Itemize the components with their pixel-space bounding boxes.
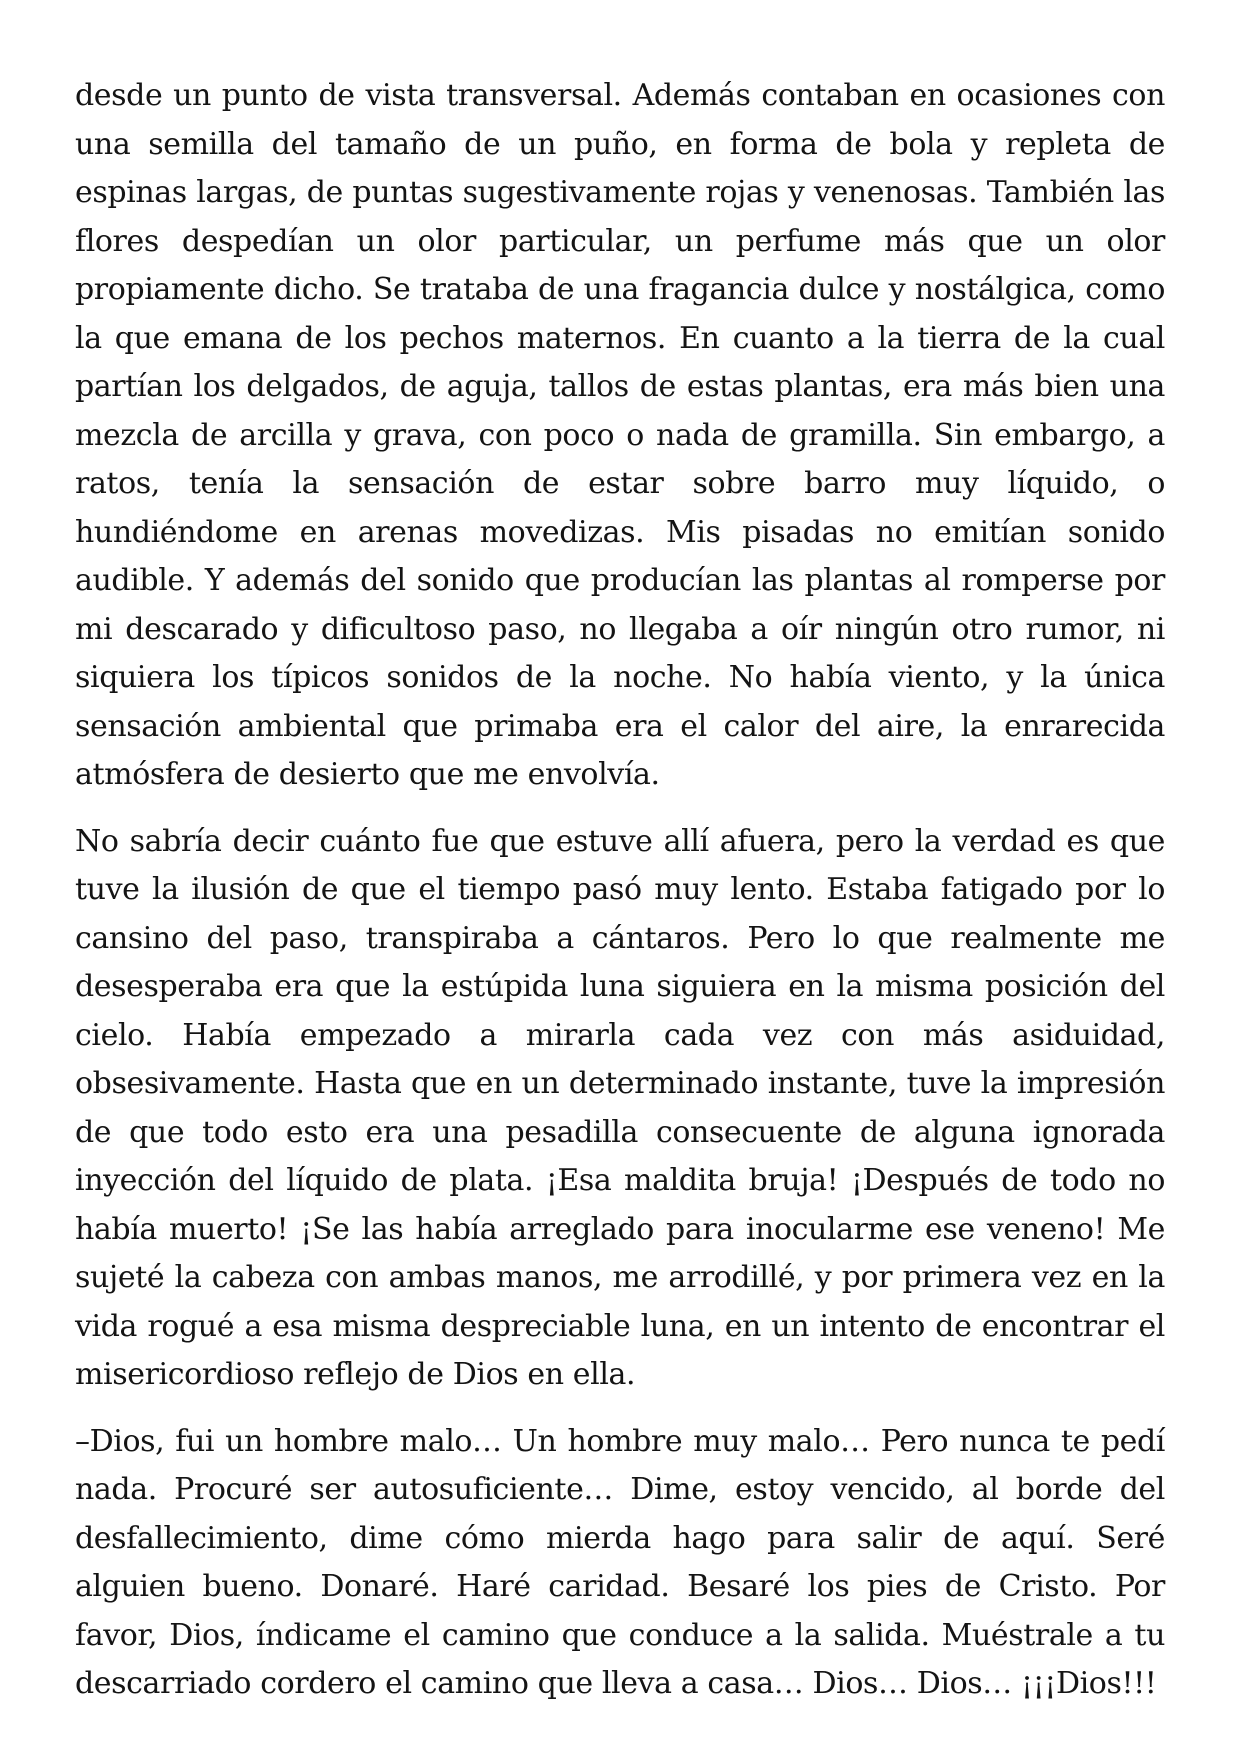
document-page [75,72,1165,1709]
paragraph-3: –Dios, fui un hombre malo… Un hombre muy malo… Pero nunca te pedí nada. Procuré ser autosuficiente… Dime, estoy vencido, al borde del desfallecimiento, dime cómo mierda hago para salir de aquí. Seré alguien bueno. Donaré. Haré caridad. Besaré los pies de Cristo. Por favor, Dios, índicame el camino que conduce a la salida. Muéstrale a tu descarriado cordero el camino que lleva a casa… Dios… Dios… ¡¡¡Dios!!! [75,1423,1165,1701]
paragraph-1: desde un punto de vista transversal. Además contaban en ocasiones con una semilla del tamaño de un puño, en forma de bola y repleta de espinas largas, de puntas sugestivamente rojas y venenosas. También las flores despedían un olor particular, un perfume más que un olor propiamente dicho. Se trataba de una fragancia dulce y nostálgica, como la que emana de los pechos maternos. En cuanto a la tierra de la cual partían los delgados, de aguja, tallos de estas plantas, era más bien una mezcla de arcilla y grava, con poco o nada de gramilla. Sin embargo, a ratos, tenía la sensación de estar sobre barro muy líquido, o hundiéndome en arenas movedizas. Mis pisadas no emitían sonido audible. Y además del sonido que producían las plantas al romperse por mi descarado y dificultoso paso, no llegaba a oír ningún otro rumor, ni siquiera los típicos sonidos de la noche. No había viento, y la única sensación ambiental que primaba era el calor del aire, la enrarecida atmósfera de desierto que me envolvía. [75,78,1165,792]
paragraph-2: No sabría decir cuánto fue que estuve allí afuera, pero la verdad es que tuve la ilusión de que el tiempo pasó muy lento. Estaba fatigado por lo cansino del paso, transpiraba a cántaros. Pero lo que realmente me desesperaba era que la estúpida luna siguiera en la misma posición del cielo. Había empezado a mirarla cada vez con más asiduidad, obsesivamente. Hasta que en un determinado instante, tuve la impresión de que todo esto era una pesadilla consecuente de alguna ignorada inyección del líquido de plata. ¡Esa maldita bruja! ¡Después de todo no había muerto! ¡Se las había arreglado para inocularme ese veneno! Me sujeté la cabeza con ambas manos, me arrodillé, y por primera vez en la vida rogué a esa misma despreciable luna, en un intento de encontrar el misericordioso reflejo de Dios en ella. [75,823,1165,1392]
